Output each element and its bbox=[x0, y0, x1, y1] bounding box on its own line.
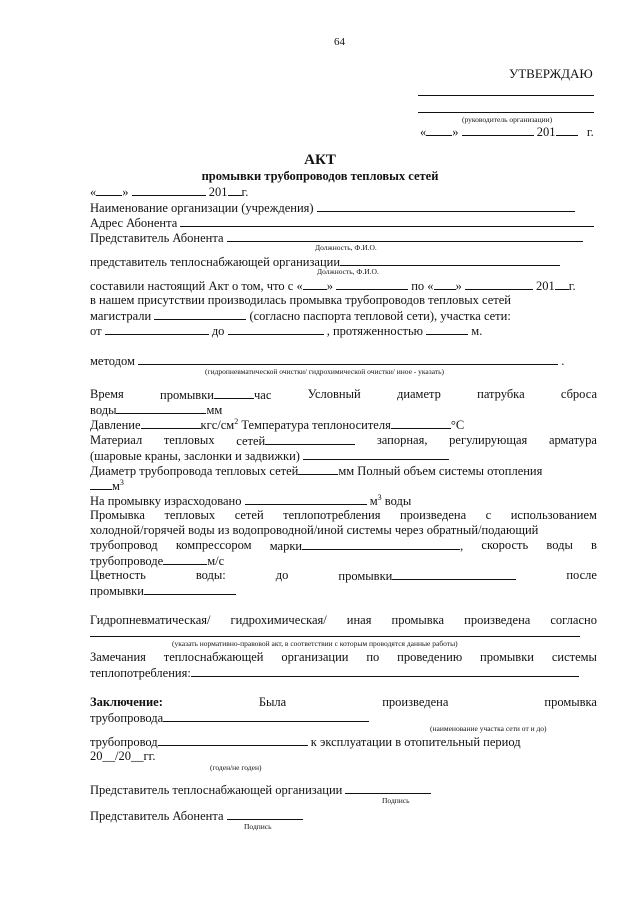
valves-row: (шаровые краны, заслонки и задвижки) bbox=[90, 448, 597, 464]
rep-row: Представитель Абонента bbox=[90, 230, 597, 246]
period-caption: (годен/не годен) bbox=[210, 763, 262, 772]
org-name-row: Наименование организации (учреждения) bbox=[90, 200, 597, 216]
main-row: магистрали (согласно паспорта тепловой сети), участка сети: bbox=[90, 309, 511, 323]
period-row: 20__/20__гг. bbox=[90, 749, 156, 763]
pressure-row: Давление кгс/$см^2$ Температура теплоносителя °С bbox=[90, 416, 465, 432]
approve-line-2 bbox=[418, 112, 594, 113]
color-row: Цветность воды: до промывки после bbox=[90, 568, 597, 583]
water-row: воды мм bbox=[90, 403, 223, 417]
diameter-row: Диаметр трубопровода тепловых сетей мм Полный объем системы отопления bbox=[90, 464, 543, 478]
sign-heat-row: Представитель теплоснабжающей организации bbox=[90, 782, 597, 798]
spent-row: На промывку израсходовано $м^3$ воды bbox=[90, 492, 412, 508]
sign-heat-caption: Подпись bbox=[382, 796, 410, 805]
flush-row-2: холодной/горячей воды из водопроводной/иной системы через обратный/подающий bbox=[90, 523, 539, 537]
remarks-row: Замечания теплоснабжающей организации по проведению промывки системы bbox=[90, 650, 597, 664]
method-caption: (гидропневматической очистки/ гидрохимической очистки/ иное - указать) bbox=[205, 367, 445, 376]
doc-date: « » 201 г. bbox=[90, 185, 249, 199]
rep-caption: Должность, Ф.И.О. bbox=[315, 243, 377, 252]
pipe-row-2: трубопроводе м/с bbox=[90, 554, 225, 568]
approve-caption: (руководитель организации) bbox=[462, 115, 553, 124]
page-number: 64 bbox=[334, 36, 345, 48]
color-row-2: промывки bbox=[90, 583, 597, 599]
volume-row: $м^3$ bbox=[90, 478, 597, 494]
done-caption: (указать нормативно-правовой акт, в соответствии с которым проводятся данные работы) bbox=[172, 639, 458, 648]
done-row: Гидропневматическая/ гидрохимическая/ иная промывка произведена согласно bbox=[90, 613, 597, 627]
flush-row: Промывка тепловых сетей теплопотребления произведена с использованием bbox=[90, 508, 597, 522]
address-row: Адрес Абонента bbox=[90, 215, 597, 231]
presence-row: в нашем присутствии производилась промывка трубопроводов тепловых сетей bbox=[90, 293, 511, 307]
sign-abonent-caption: Подпись bbox=[244, 822, 272, 831]
pipe-caption: (наименование участка сети от и до) bbox=[430, 724, 547, 733]
conclusion-row: Заключение: Была произведена промывка bbox=[90, 695, 597, 709]
approve-date: « » 201 г. bbox=[420, 125, 594, 139]
conclusion-exploit-row: трубопровод к эксплуатации в отопительный период bbox=[90, 735, 521, 749]
material-row: Материал тепловых сетей запорная, регулирующая арматура bbox=[90, 433, 597, 448]
heat-rep-row: представитель теплоснабжающей организации bbox=[90, 254, 597, 270]
method-row: методом . bbox=[90, 354, 565, 368]
heat-rep-caption: Должность, Ф.И.О. bbox=[317, 267, 379, 276]
doc-title: АКТ bbox=[304, 152, 336, 168]
done-line bbox=[90, 636, 580, 637]
pipe-row: трубопровод компрессором марки , скорость воды в bbox=[90, 538, 597, 553]
composed-row: составили настоящий Акт о том, что с « » по « » 201 г. bbox=[90, 279, 576, 293]
approve-title: УТВЕРЖДАЮ bbox=[509, 66, 593, 81]
from-to-row: от до , протяженностью м. bbox=[90, 324, 483, 338]
remarks-row-2: теплопотребления: bbox=[90, 665, 597, 681]
conclusion-pipe-row: трубопровода bbox=[90, 710, 597, 726]
time-row: Время промывки час Условный диаметр патрубка сброса bbox=[90, 387, 597, 402]
sign-abonent-row: Представитель Абонента bbox=[90, 808, 597, 824]
approve-line-1 bbox=[418, 95, 594, 96]
doc-subtitle: промывки трубопроводов тепловых сетей bbox=[201, 169, 439, 183]
